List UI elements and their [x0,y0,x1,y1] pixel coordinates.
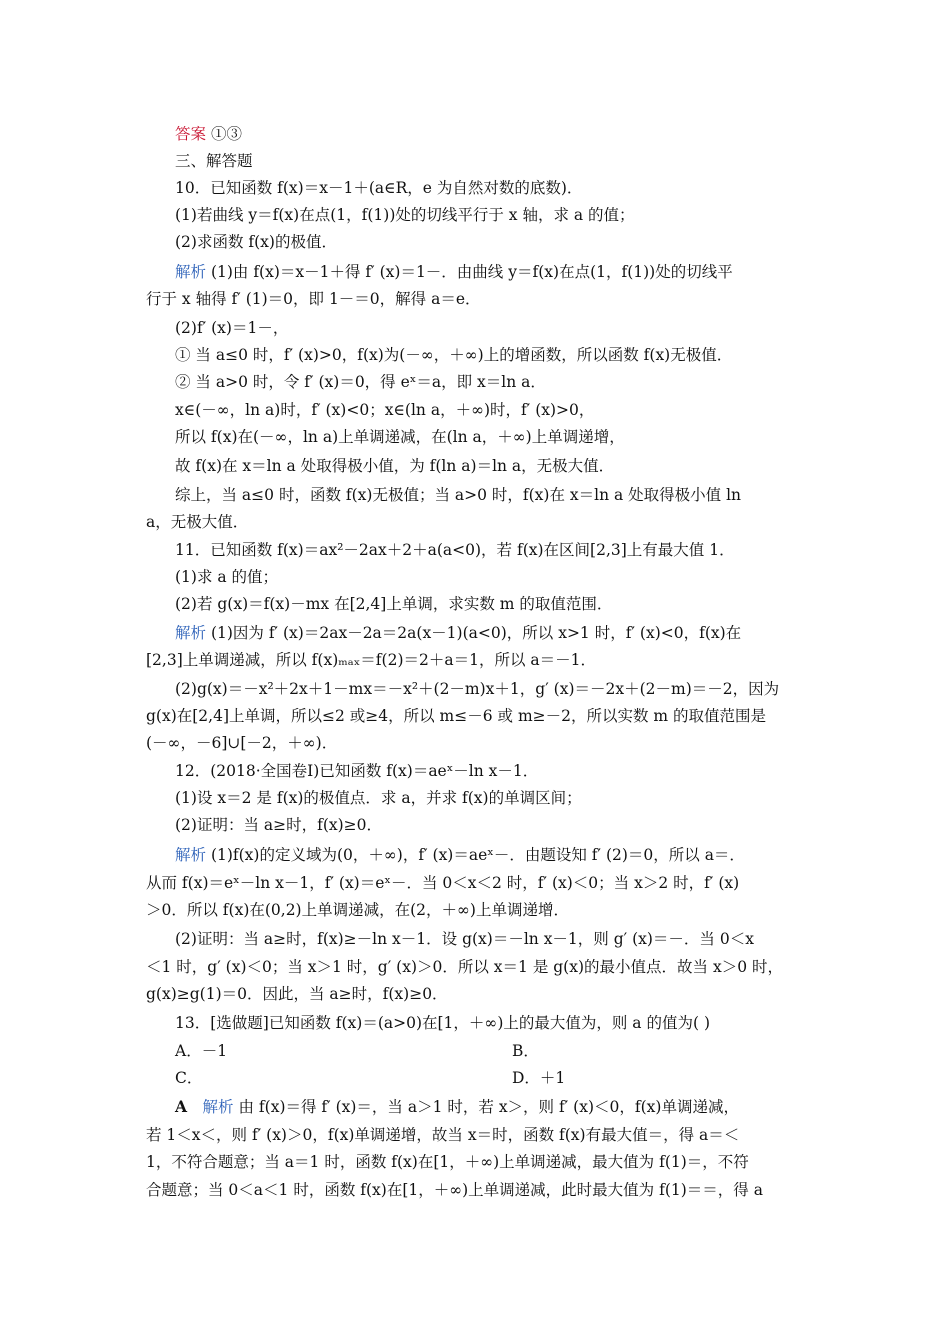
analysis-11-line: 解析 (1)因为 f′ (x)＝2ax－2a＝2a(x－1)(a<0)，所以 x>1 时，f′ (x)<0，f(x)在 [175,624,742,642]
analysis-label: 解析 [175,263,207,281]
analysis-10-line: 解析 (1)由 f(x)＝x－1＋得 f′ (x)＝1－．由曲线 y＝f(x)在点(1，f(1))处的切线平 [175,263,733,281]
question-11-part-2: (2)若 g(x)＝f(x)－mx 在[2,4]上单调，求实数 m 的取值范围． [175,595,613,613]
text-line: ② 当 a>0 时，令 f′ (x)＝0，得 eˣ＝a，即 x＝ln a． [175,373,546,391]
answer-line: 答案 ①③ [175,125,242,143]
question-12-part-2: (2)证明：当 a≥时，f(x)≥0． [175,816,383,834]
text-line: 合题意；当 0＜a＜1 时，函数 f(x)在[1，＋∞)上单调递减，此时最大值为 f(1)＝＝，得 a [146,1181,763,1199]
answer-choice: A [175,1097,188,1116]
analysis-label: 解析 [202,1098,234,1116]
analysis-label: 解析 [175,624,207,642]
text-line: (2)g(x)＝－x²＋2x＋1－mx＝－x²＋(2－m)x＋1，g′ (x)＝－2x＋(2－m)＝－2，因为 [175,680,780,698]
text-line: x∈(－∞，ln a)时，f′ (x)<0；x∈(ln a，＋∞)时，f′ (x)>0， [175,401,595,419]
text-line: [2,3]上单调递减，所以 f(x)ₘₐₓ＝f(2)＝2＋a＝1，所以 a＝－1． [146,651,596,669]
text-line: g(x)≥g(1)＝0．因此，当 a≥时，f(x)≥0． [146,985,448,1003]
question-10: 10．已知函数 f(x)＝x－1＋(a∈R，e 为自然对数的底数)． [175,179,583,197]
text-line: ① 当 a≤0 时，f′ (x)>0，f(x)为(－∞，＋∞)上的增函数，所以函数 f(x)无极值． [175,346,733,364]
text-line: 所以 f(x)在(－∞，ln a)上单调递减，在(ln a，＋∞)上单调递增， [175,428,625,446]
text-line: 行于 x 轴得 f′ (1)＝0，即 1－＝0，解得 a＝e． [146,290,481,308]
answer-label: 答案 [175,125,207,143]
text-line: (2)f′ (x)＝1－， [175,319,289,337]
section-heading: 三、解答题 [175,152,253,170]
option-d: D．＋1 [512,1069,566,1087]
question-10-part-1: (1)若曲线 y＝f(x)在点(1，f(1))处的切线平行于 x 轴，求 a 的值； [175,206,635,224]
text-line: 1，不符合题意；当 a＝1 时，函数 f(x)在[1，＋∞)上单调递减，最大值为 f(1)＝，不符 [146,1153,749,1171]
text-line: ＞0．所以 f(x)在(0,2)上单调递减，在(2，＋∞)上单调递增． [146,901,569,919]
text-line: ＜1 时，g′ (x)＜0；当 x＞1 时，g′ (x)＞0．所以 x＝1 是 g(x)的最小值点．故当 x＞0 时， [146,958,783,976]
question-11-part-1: (1)求 a 的值； [175,568,279,586]
text-line: 综上，当 a≤0 时，函数 f(x)无极值；当 a>0 时，f(x)在 x＝ln a 处取得极小值 ln [175,486,742,504]
text-line: a，无极大值． [146,513,249,531]
option-c: C． [175,1069,203,1087]
text-line: 从而 f(x)＝eˣ－ln x－1，f′ (x)＝eˣ－．当 0＜x＜2 时，f′ (x)＜0；当 x＞2 时，f′ (x) [146,874,740,892]
analysis-12-line: 解析 (1)f(x)的定义域为(0，＋∞)，f′ (x)＝aeˣ－．由题设知 f′ (2)＝0，所以 a＝． [175,846,745,864]
analysis-label: 解析 [175,846,207,864]
text-line: 若 1＜x＜，则 f′ (x)＞0，f(x)单调递增，故当 x＝时，函数 f(x)有最大值＝，得 a＝＜ [146,1126,740,1144]
question-11: 11．已知函数 f(x)＝ax²－2ax＋2＋a(a<0)，若 f(x)在区间[2,3]上有最大值 1． [175,541,735,559]
option-a: A．－1 [175,1042,228,1060]
question-10-part-2: (2)求函数 f(x)的极值． [175,233,337,251]
question-13: 13．[选做题]已知函数 f(x)＝(a>0)在[1，＋∞)上的最大值为，则 a 的值为( ) [175,1014,710,1032]
option-b: B． [512,1042,539,1060]
question-12: 12．(2018·全国卷Ⅰ)已知函数 f(x)＝aeˣ－ln x－1． [175,762,539,780]
text-line: (2)证明：当 a≥时，f(x)≥－ln x－1．设 g(x)＝－ln x－1，则 g′ (x)＝－．当 0＜x [175,930,754,948]
text-line: 故 f(x)在 x＝ln a 处取得极小值，为 f(ln a)＝ln a，无极大值． [175,457,615,475]
options-row-2 [175,1068,775,1088]
question-12-part-1: (1)设 x＝2 是 f(x)的极值点．求 a，并求 f(x)的单调区间； [175,789,582,807]
options-row-1 [175,1041,775,1061]
text-line: g(x)在[2,4]上单调，所以≤2 或≥4，所以 m≤－6 或 m≥－2，所以实数 m 的取值范围是 [146,707,767,725]
text-line: (－∞，－6]∪[－2，＋∞)． [146,734,338,752]
analysis-13-line: A 解析 由 f(x)＝得 f′ (x)＝，当 a＞1 时，若 x＞，则 f′ (x)＜0，f(x)单调递减， [175,1097,739,1116]
